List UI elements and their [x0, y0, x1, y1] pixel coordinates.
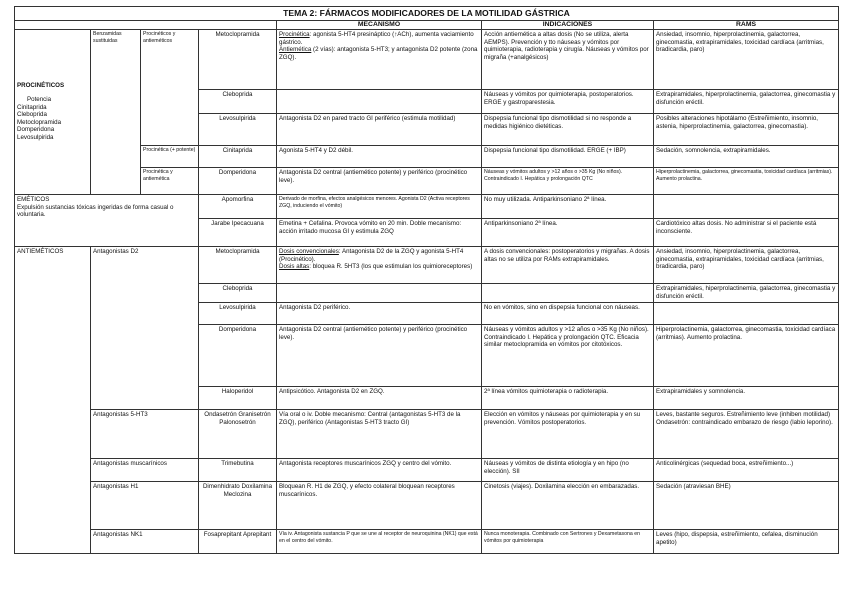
indications-cell — [482, 284, 654, 303]
drug-name: Domperidona — [199, 325, 277, 387]
indications-cell: No en vómitos, sino en dispepsia funcional con náuseas. — [482, 303, 654, 325]
indications-cell: Nunca monoterapia. Combinado con Sertrones y Dexametasona en vómitos por quimioterapia — [482, 530, 654, 554]
subgroup-procinetica: Procinética (+ potente) — [141, 146, 199, 168]
subgroup-procinetica-antiemetica: Procinética y antiemética — [141, 168, 199, 195]
document-page — [14, 6, 838, 554]
group-title: PROCINÉTICOS — [17, 82, 65, 90]
table-row — [15, 482, 839, 530]
header-mecanismo: MECANISMO — [277, 21, 482, 30]
rams-cell: Sedación (atraviesan BHE) — [654, 482, 839, 530]
table-row — [15, 247, 839, 284]
drug-name: Haloperidol — [199, 387, 277, 410]
rams-cell: Extrapiramidales, hiperprolactinemia, galactorrea, ginecomastia y disfunción eréctil. — [654, 284, 839, 303]
mechanism-cell: Antagonista D2 central (antiemético potente) y periférico (procinético leve). — [277, 325, 482, 387]
mechanism-cell: Vía oral o iv. Doble mecanismo: Central (antagonistas 5-HT3 de la ZGQ), periférico (Antagonistas 5-HT3 tracto GI) — [277, 410, 482, 459]
subgroup-benzamidas: Benzamidas sustituidas — [91, 30, 141, 195]
drug-name: Metoclopramida — [199, 247, 277, 284]
potency-item: Levosulpirida — [17, 133, 54, 141]
drug-name: Cleboprida — [199, 90, 277, 114]
mechanism-text: : Antagonista D2 de la ZGQ y agonista 5-HT4 (Procinético). — [279, 248, 464, 263]
rams-cell — [654, 303, 839, 325]
rams-cell: Extrapiramidales y somnolencia. — [654, 387, 839, 410]
rams-cell: Leves (hipo, dispepsia, estreñimiento, cefalea, disminución apetito) — [654, 530, 839, 554]
mechanism-cell: Agonista 5-HT4 y D2 débil. — [277, 146, 482, 168]
mechanism-cell — [277, 90, 482, 114]
subgroup-antagonistas-muscarinicos: Antagonistas muscarínicos — [91, 459, 199, 482]
rams-cell: Hiperprolactinemia, galactorrea, ginecomastia, toxicidad cardíaca (arritmias). Aumento prolactina. — [654, 325, 839, 387]
title-row — [15, 7, 839, 21]
indications-cell: A dosis convencionales: postoperatorios y migrañas. A dosis altas no se utiliza por RAMs extrapiramidales. — [482, 247, 654, 284]
mechanism-cell: Derivado de morfina, efectos analgésicos menores. Agonista D2 (Activa receptores ZGQ, induciendo el vómito) — [277, 195, 482, 219]
drug-name: Metoclopramida — [199, 30, 277, 90]
indications-cell: Cinetosis (viajes). Doxilamina elección en embarazadas. — [482, 482, 654, 530]
indications-cell: Náuseas y vómitos adultos y >12 años o >35 Kg (No niños). Contraindicado I. Hepática y prolongación QTC — [482, 168, 654, 195]
mechanism-cell: Emetina + Cefalina. Provoca vómito en 20 min. Doble mecanismo: acción irritado mucosa GI y estimula ZGQ — [277, 219, 482, 247]
mechanism-label: Dosis altas — [279, 263, 310, 271]
group-antiemeticos: ANTIEMÉTICOS — [15, 247, 91, 554]
potency-item: Cinitaprida — [17, 103, 47, 111]
indications-cell: Acción antiemética a altas dosis (No se utiliza, alerta AEMPS). Prevención y tto náuseas y vómitos por quimioterapia, radioterapia y cirugía. Náuseas y vómitos por migraña (+analgésicos) — [482, 30, 654, 90]
potency-item: Metoclopramida — [17, 118, 62, 126]
table-row — [15, 410, 839, 459]
header-rams: RAMS — [654, 21, 839, 30]
subgroup-antagonistas-5ht3: Antagonistas 5-HT3 — [91, 410, 199, 459]
indications-cell: Dispepsia funcional tipo dismotilidad si no responde a medidas higiénico dietéticas. — [482, 114, 654, 146]
indications-cell: Náuseas y vómitos por quimioterapia, postoperatorios. ERGE y gastroparestesia. — [482, 90, 654, 114]
drug-name: Levosulpirida — [199, 114, 277, 146]
group-emeticos — [15, 195, 199, 247]
mechanism-label: Dosis convencionales — [279, 248, 339, 255]
rams-cell — [654, 195, 839, 219]
subgroup-antagonistas-h1: Antagonistas H1 — [91, 482, 199, 530]
mechanism-cell: Antagonista D2 en pared tracto GI periférico (estimula motilidad) — [277, 114, 482, 146]
indications-cell: Náuseas y vómitos de distinta etiología y en hipo (no elección). SII — [482, 459, 654, 482]
mechanism-text: (2 vías): antagonista 5-HT3; y antagonista D2 potente (zona ZGQ). — [279, 46, 478, 61]
potency-label: Potencia — [27, 96, 52, 104]
mechanism-text: : agonista 5-HT4 presináptico (↑ACh), aumenta vaciamiento gástrico. — [279, 31, 474, 46]
mechanism-cell: Antagonista receptores muscarínicos ZGQ y centro del vómito. — [277, 459, 482, 482]
subgroup-procineticos-antiemeticos: Procinéticos y antieméticos — [141, 30, 199, 146]
table-row — [15, 195, 839, 219]
subgroup-antagonistas-d2: Antagonistas D2 — [91, 247, 199, 410]
mechanism-label: Antiemética — [279, 46, 312, 54]
rams-cell: Anticolinérgicas (sequedad boca, estreñimiento...) — [654, 459, 839, 482]
mechanism-text: : bloquea R. 5HT3 (los que estimulan los quimioreceptores) — [309, 263, 473, 271]
drug-name: Apomorfina — [199, 195, 277, 219]
rams-cell: Ansiedad, insomnio, hiperprolactinemia, galactorrea, ginecomastia, extrapiramidales, toxicidad cardíaca (arritmias, bradicardia, paro) — [654, 247, 839, 284]
mechanism-cell — [277, 284, 482, 303]
drug-name: Cleboprida — [199, 284, 277, 303]
drug-name: Jarabe Ipecacuana — [199, 219, 277, 247]
drug-name: Dimenhidrato Doxilamina Meclozina — [199, 482, 277, 530]
mechanism-cell — [277, 247, 482, 284]
rams-cell: Ansiedad, insomnio, hiperprolactinemia, galactorrea, ginecomastia, extrapiramidales, toxicidad cardíaca (arritmias, bradicardia, paro) — [654, 30, 839, 90]
drug-name: Cinitaprida — [199, 146, 277, 168]
table-row — [15, 530, 839, 554]
mechanism-cell: Bloquean R. H1 de ZGQ, y efecto colateral bloquean receptores muscarínicos. — [277, 482, 482, 530]
rams-cell: Posibles alteraciones hipotálamo (Estreñimiento, insomnio, astenia, hiperprolactinemia, galactorrea, ginecomastia). — [654, 114, 839, 146]
rams-cell: Extrapiramidales, hiperprolactinemia, galactorrea, ginecomastia y disfunción eréctil. — [654, 90, 839, 114]
table-row — [15, 459, 839, 482]
mechanism-cell — [277, 30, 482, 90]
header-row — [15, 21, 839, 30]
group-description: Expulsión sustancias tóxicas ingeridas de forma casual o voluntaria. — [17, 203, 174, 219]
indications-cell: 2ª línea vómitos quimioterapia o radioterapia. — [482, 387, 654, 410]
mechanism-cell: Antipsicótico. Antagonista D2 en ZGQ. — [277, 387, 482, 410]
rams-cell: Leves, bastante seguros. Estreñimiento leve (inhiben motilidad) Ondasetrón: contraindicado embarazo de riesgo (labio leporino). — [654, 410, 839, 459]
table-row — [15, 30, 839, 90]
rams-cell: Sedación, somnolencia, extrapiramidales. — [654, 146, 839, 168]
drug-name: Ondasetrón Granisetrón Palonosetrón — [199, 410, 277, 459]
indications-cell: Antiparkinsoniano 2ª línea. — [482, 219, 654, 247]
mechanism-cell: Vía iv. Antagonista sustancia P que se une al receptor de neuroquinina (NK1) que está en el centro del vómito. — [277, 530, 482, 554]
drug-name: Trimebutina — [199, 459, 277, 482]
rams-cell: Hiperprolactinemia, galactorrea, ginecomastia, toxicidad cardíaca (arritmias). Aumento prolactina. — [654, 168, 839, 195]
indications-cell: Dispepsia funcional tipo dismotilidad. ERGE (+ IBP) — [482, 146, 654, 168]
potency-item: Cleboprida — [17, 111, 47, 119]
drug-name: Levosulpirida — [199, 303, 277, 325]
drug-table — [14, 6, 839, 554]
indications-cell: Náuseas y vómitos adultos y >12 años o >35 Kg (No niños). Contraindicado I. Hepática y prolongación QTC. Eficacia similar metoclopramida en vómitos por citotóxicos. — [482, 325, 654, 387]
mechanism-label: Procinética — [279, 31, 310, 38]
mechanism-cell: Antagonista D2 central (antiemético potente) y periférico (procinético leve). — [277, 168, 482, 195]
mechanism-cell: Antagonista D2 periférico. — [277, 303, 482, 325]
group-title: EMÉTICOS — [17, 196, 50, 203]
indications-cell: No muy utilizada. Antiparkinsoniano 2ª línea. — [482, 195, 654, 219]
document-title: TEMA 2: FÁRMACOS MODIFICADORES DE LA MOTILIDAD GÁSTRICA — [15, 7, 839, 21]
header-indicaciones: INDICACIONES — [482, 21, 654, 30]
subgroup-antagonistas-nk1: Antagonistas NK1 — [91, 530, 199, 554]
rams-cell: Cardiotóxico altas dosis. No administrar si el paciente está inconsciente. — [654, 219, 839, 247]
drug-name: Fosaprepitant Aprepitant — [199, 530, 277, 554]
group-procineticos — [15, 30, 91, 195]
potency-item: Domperidona — [17, 126, 55, 134]
indications-cell: Elección en vómitos y náuseas por quimioterapia y en su prevención. Vómitos postoperatorios. — [482, 410, 654, 459]
drug-name: Domperidona — [199, 168, 277, 195]
